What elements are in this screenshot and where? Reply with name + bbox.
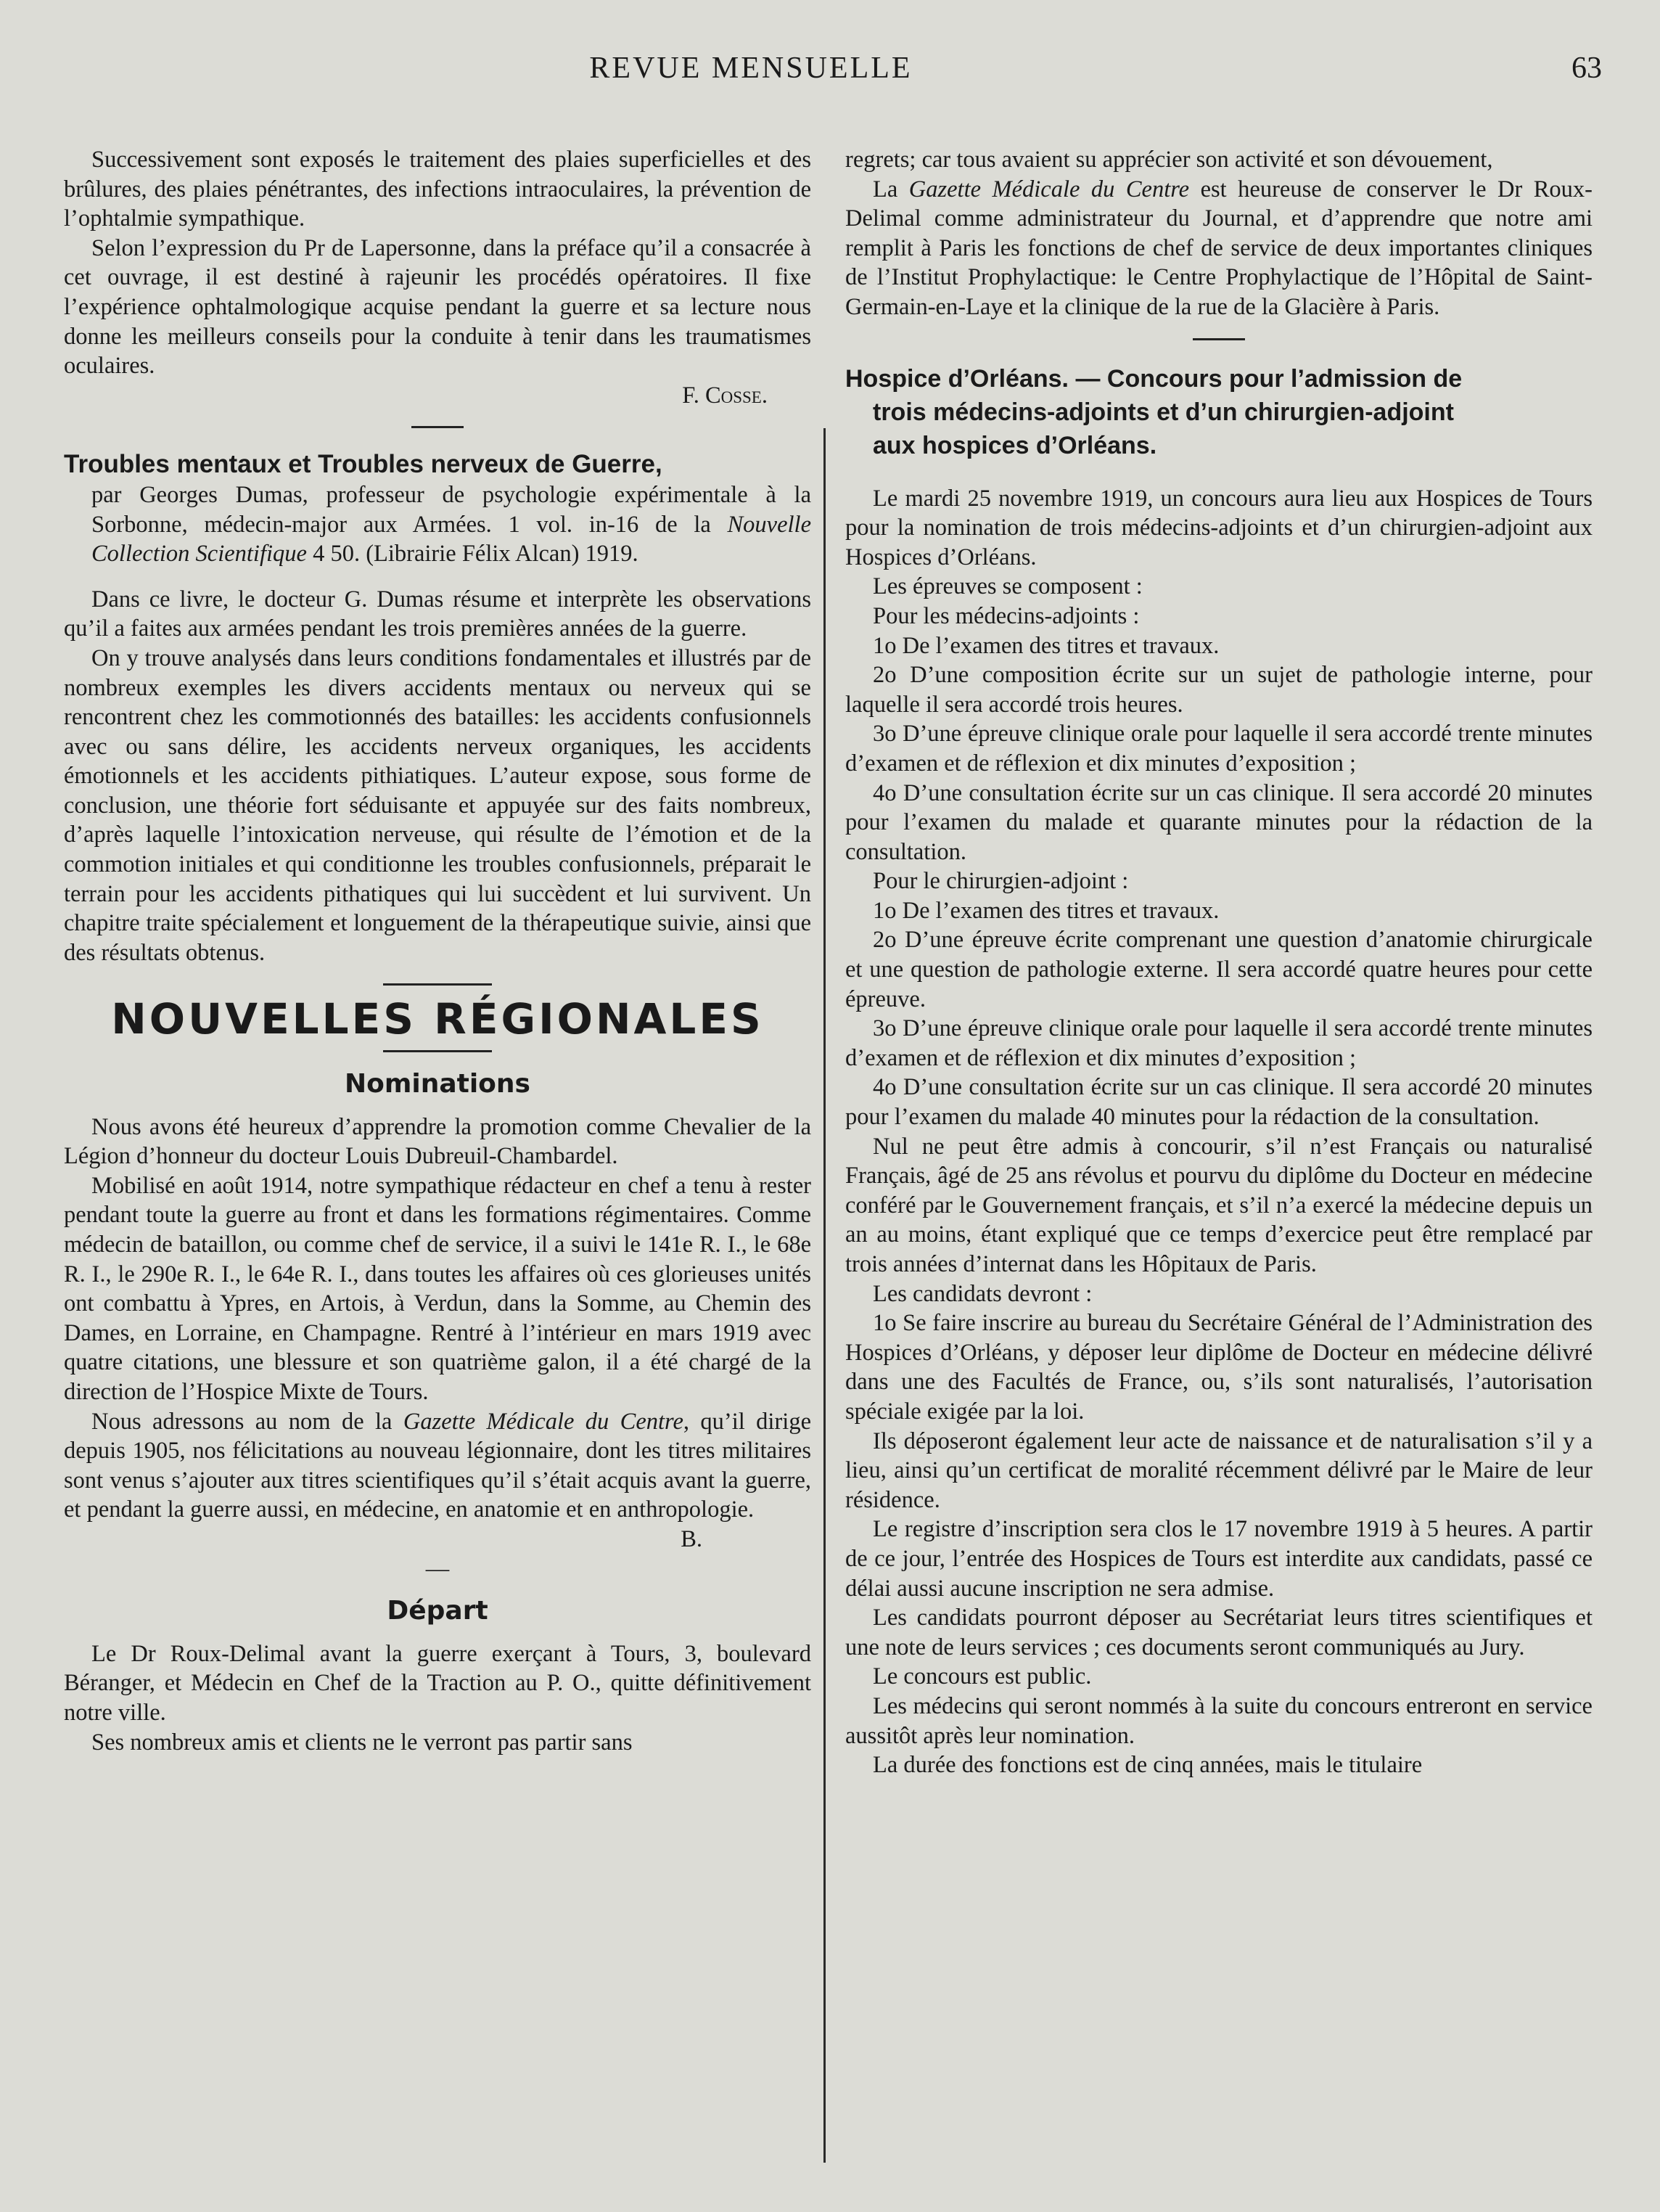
book-details xyxy=(64,480,811,569)
concours-heading-line: trois médecins-adjoints et d’un chirurgien-adjoint xyxy=(873,398,1454,426)
signature-cosse: F. Cosse. xyxy=(682,382,768,409)
notice-paragraph: La durée des fonctions est de cinq années, mais le titulaire xyxy=(873,1752,1423,1779)
notice-paragraph: Nul ne peut être admis à concourir, s’il n’est Français ou naturalisé Français, âgé de 25 ans révolus et pourvu du diplôme du Docteur en médecine conféré par le Gouvernement français, et s’il n’a exercé la médecine depuis un an au moins, étant expliqué que ce temps d’exercice peut être remplacé par trois années d’internat dans les Hôpitaux de Paris. xyxy=(845,1133,1593,1277)
journal-name: Gazette Médicale du Centre xyxy=(908,176,1190,202)
news-paragraph: Nous avons été heureux d’apprendre la promotion comme Chevalier de la Légion d’honneur du docteur Louis Dubreuil-Chambardel. xyxy=(64,1113,811,1170)
review-paragraph: On y trouve analysés dans leurs conditions fondamentales et illustrés par de nombreux exemples les divers accidents mentaux ou nerveux qui se rencontrent chez les commotionnés des batailles: les accidents confusionnels avec ou sans délire, les accidents nerveux organiques, les accidents émotionnels et les accidents pithiatiques. L’auteur expose, sous forme de conclusion, une théorie fort séduisante et appuyée sur des faits nombreux, d’après laquelle l’intoxication nerveuse, qui résulte de l’émotion et de la commotion initiales et qui conditionne les troubles confusionnels, préparait le terrain pour les accidents pithatiques qui lui succèdent et lui survivent. Un chapitre traite spécialement et longuement de la thérapeutique suivie, ainsi que des résultats obtenus. xyxy=(64,644,811,966)
notice-item: 2o D’une composition écrite sur un sujet de pathologie interne, pour laquelle il sera accordé trois heures. xyxy=(845,662,1593,718)
separator-rule xyxy=(1193,338,1245,340)
small-dash: — xyxy=(425,1555,450,1582)
left-column xyxy=(64,145,811,1757)
news-paragraph xyxy=(845,175,1593,322)
depart-heading: Départ xyxy=(387,1596,488,1626)
page-number: 63 xyxy=(1571,52,1602,85)
notice-paragraph: Le mardi 25 novembre 1919, un concours aura lieu aux Hospices de Tours pour la nomination de trois médecins-adjoints et d’un chirurgien-adjoint aux Hospices d’Orléans. xyxy=(845,485,1593,570)
notice-paragraph: Pour le chirurgien-adjoint : xyxy=(873,868,1129,895)
notice-paragraph: Les candidats pourront déposer au Secrétariat leurs titres scientifiques et une note de leurs services ; ces documents seront communiqués au Jury. xyxy=(845,1605,1593,1660)
text-span: , qu’il dirige depuis 1905, nos félicitations au nouveau légionnaire, dont les titres militaires sont venus s’ajouter aux titres scientifiques qu’il s’était acquis avant la guerre, et pendant la guerre aussi, en médecine, en anatomie et en anthropologie. xyxy=(64,1408,811,1523)
section-title: NOUVELLES RÉGIONALES xyxy=(111,994,764,1044)
notice-item: 4o D’une consultation écrite sur un cas clinique. Il sera accordé 20 minutes pour l’examen du malade 40 minutes pour la rédaction de la consultation. xyxy=(845,1074,1593,1131)
news-paragraph: regrets; car tous avaient su apprécier son activité et son dévouement, xyxy=(845,147,1493,173)
notice-item: 1o De l’examen des titres et travaux. xyxy=(873,897,1220,924)
concours-heading-line: aux hospices d’Orléans. xyxy=(873,431,1157,459)
notice-paragraph: Ils déposeront également leur acte de naissance et de naturalisation s’il y a lieu, ainsi qu’un certificat de moralité récemment délivré par le Maire de leur résidence. xyxy=(845,1427,1593,1513)
book-details-text: 4 50. (Librairie Félix Alcan) 1919. xyxy=(306,541,638,568)
text-span: est heureuse de conserver le Dr Roux-Delimal comme administrateur du Journal, et d’apprendre que notre ami remplit à Paris les fonctions de chef de service de deux importantes cliniques de l’Institut Prophylactique: le Centre Prophylactique de l’Hôpital de Saint-Germain-en-Laye et la clinique de la rue de la Glacière à Paris. xyxy=(845,176,1593,320)
column-rule xyxy=(823,428,826,2163)
notice-paragraph: Pour les médecins-adjoints : xyxy=(873,602,1140,629)
notice-paragraph: Les médecins qui seront nommés à la suite du concours entreront en service aussitôt après leur nomination. xyxy=(845,1692,1593,1749)
review-paragraph: Selon l’expression du Pr de Lapersonne, dans la préface qu’il a consacrée à cet ouvrage, il est destiné à rajeunir les procédés opératoires. Il fixe l’expérience ophtalmologique acquise pendant la guerre et sa lecture nous donne les meilleurs conseils pour la conduite à tenir dans les traumatismes oculaires. xyxy=(64,234,811,380)
notice-item: 1o Se faire inscrire au bureau du Secrétaire Général de l’Administration des Hospices d’Orléans, y déposer leur diplôme de Docteur en médecine délivré dans une des Facultés de France, ou, s’ils sont naturalisés, l’autorisation spéciale exigée par la loi. xyxy=(845,1310,1593,1425)
separator-rule xyxy=(383,1050,492,1052)
signature-b: B. xyxy=(681,1525,702,1552)
right-column xyxy=(845,145,1593,1780)
news-paragraph xyxy=(64,1407,811,1525)
journal-title: REVUE MENSUELLE xyxy=(589,52,913,85)
notice-item: 3o D’une épreuve clinique orale pour laquelle il sera accordé trente minutes d’examen et de réflexion et dix minutes d’exposition ; xyxy=(845,1015,1593,1071)
notice-item: 3o D’une épreuve clinique orale pour laquelle il sera accordé trente minutes d’examen et de réflexion et dix minutes d’exposition ; xyxy=(845,721,1593,777)
notice-paragraph: Les épreuves se composent : xyxy=(873,573,1143,600)
book-title: Troubles mentaux et Troubles nerveux de Guerre, xyxy=(64,450,662,479)
book-collection: Nouvelle Collection Scientifique xyxy=(91,511,811,568)
notice-item: 2o D’une épreuve écrite comprenant une question d’anatomie chirurgicale et une question de pathologie externe. Il sera accordé quatre heures pour cette épreuve. xyxy=(845,927,1593,1012)
journal-name: Gazette Médicale du Centre xyxy=(403,1408,683,1435)
news-paragraph: Le Dr Roux-Delimal avant la guerre exerçant à Tours, 3, boulevard Béranger, et Médecin en Chef de la Traction au P. O., quitte définitivement notre ville. xyxy=(64,1640,811,1726)
notice-paragraph: Le registre d’inscription sera clos le 17 novembre 1919 à 5 heures. A partir de ce jour, l’entrée des Hospices de Tours est interdite aux candidats, passé ce délai aussi aucune inscription ne sera admise. xyxy=(845,1516,1593,1602)
separator-rule xyxy=(383,983,492,986)
notice-paragraph: Les candidats devront : xyxy=(873,1280,1093,1307)
concours-heading xyxy=(845,362,1593,462)
news-paragraph: Ses nombreux amis et clients ne le verront pas partir sans xyxy=(91,1729,633,1756)
book-details-text: par Georges Dumas, professeur de psychologie expérimentale à la Sorbonne, médecin-major aux Armées. 1 vol. in-16 de la xyxy=(91,481,811,538)
notice-paragraph: Le concours est public. xyxy=(873,1663,1092,1690)
nominations-heading: Nominations xyxy=(345,1069,530,1099)
review-paragraph: Successivement sont exposés le traitement des plaies superficielles et des brûlures, des plaies pénétrantes, des infections intraoculaires, la prévention de l’ophtalmie sympathique. xyxy=(64,147,811,232)
review-paragraph: Dans ce livre, le docteur G. Dumas résume et interprète les observations qu’il a faites aux armées pendant les trois premières années de la guerre. xyxy=(64,586,811,642)
concours-heading-line: Hospice d’Orléans. — Concours pour l’admission de xyxy=(845,364,1463,393)
running-head xyxy=(0,51,1660,94)
news-paragraph: Mobilisé en août 1914, notre sympathique rédacteur en chef a tenu à rester pendant toute la guerre au front et dans les formations régimentaires. Comme médecin de bataillon, ou comme chef de service, il a suivi le 141e R. I., le 68e R. I., le 290e R. I., le 64e R. I., dans toutes les affaires où ces glorieuses unités ont combattu à Ypres, en Artois, à Verdun, dans la Somme, au Chemin des Dames, en Lorraine, en Champagne. Rentré à l’intérieur en mars 1919 avec quatre citations, une blessure et son quatrième galon, il a été chargé de la direction de l’Hospice Mixte de Tours. xyxy=(64,1172,811,1405)
text-span: La xyxy=(873,176,909,202)
text-span: Nous adressons au nom de la xyxy=(91,1408,403,1435)
notice-item: 4o D’une consultation écrite sur un cas clinique. Il sera accordé 20 minutes pour l’examen du malade et quarante minutes pour la rédaction de la consultation. xyxy=(845,779,1593,865)
separator-rule xyxy=(411,426,464,428)
book-entry xyxy=(64,450,811,568)
notice-item: 1o De l’examen des titres et travaux. xyxy=(873,632,1220,659)
